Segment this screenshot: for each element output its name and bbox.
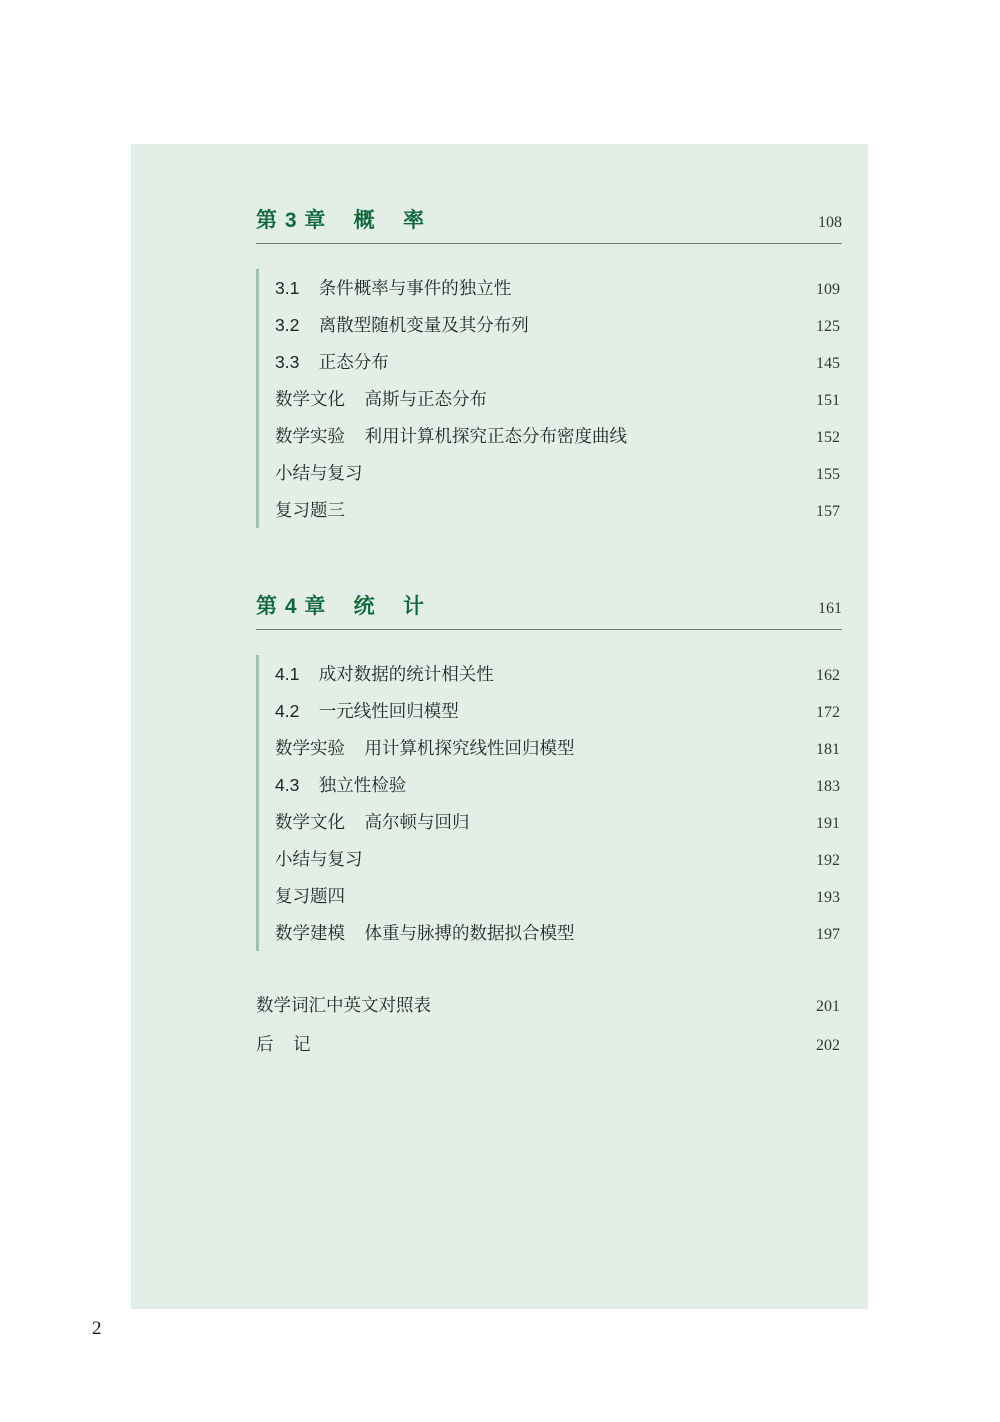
table-of-contents [256, 194, 842, 1063]
list-item[interactable] [275, 877, 842, 914]
entry-label: 4.2 一元线性回归模型 [275, 701, 459, 721]
entry-label: 数学文化 高斯与正态分布 [275, 389, 487, 409]
entry-label: 3.1 条件概率与事件的独立性 [275, 278, 512, 298]
chapter-block [256, 204, 842, 528]
page-folio-number: 2 [92, 1318, 102, 1339]
entry-label: 数学建模 体重与脉搏的数据拟合模型 [275, 923, 575, 943]
entry-label: 复习题三 [275, 500, 345, 520]
entry-page-number: 151 [816, 392, 840, 409]
list-item[interactable] [256, 1024, 842, 1063]
back-matter-list [256, 985, 842, 1063]
entry-page-number: 162 [816, 667, 840, 684]
chapter-heading-row[interactable] [256, 204, 842, 244]
chapter-title: 第 3 章 概 率 [256, 209, 426, 232]
entry-page-number: 157 [816, 503, 840, 520]
chapter-page-number: 161 [818, 600, 842, 617]
entry-page-number: 152 [816, 429, 840, 446]
entry-page-number: 197 [816, 926, 840, 943]
entry-page-number: 125 [816, 318, 840, 335]
list-item[interactable] [275, 803, 842, 840]
entry-label: 数学实验 利用计算机探究正态分布密度曲线 [275, 426, 627, 446]
list-item[interactable] [275, 840, 842, 877]
entry-page-number: 193 [816, 889, 840, 906]
entry-page-number: 181 [816, 741, 840, 758]
list-item[interactable] [275, 491, 842, 528]
entry-page-number: 202 [816, 1037, 840, 1054]
list-item[interactable] [275, 454, 842, 491]
list-item[interactable] [275, 692, 842, 729]
chapter-title: 第 4 章 统 计 [256, 595, 426, 618]
list-item[interactable] [275, 343, 842, 380]
list-item[interactable] [275, 914, 842, 951]
entry-page-number: 172 [816, 704, 840, 721]
entry-label: 4.3 独立性检验 [275, 775, 407, 795]
entry-label: 4.1 成对数据的统计相关性 [275, 664, 494, 684]
entry-label: 小结与复习 [275, 849, 363, 869]
entry-label: 数学词汇中英文对照表 [256, 995, 431, 1015]
list-item[interactable] [275, 729, 842, 766]
chapter-section-list [256, 655, 842, 951]
entry-label: 3.2 离散型随机变量及其分布列 [275, 315, 529, 335]
entry-label: 小结与复习 [275, 463, 363, 483]
list-item[interactable] [275, 655, 842, 692]
page-surface [131, 144, 868, 1309]
list-item[interactable] [275, 269, 842, 306]
list-item[interactable] [275, 417, 842, 454]
entry-label: 数学实验 用计算机探究线性回归模型 [275, 738, 575, 758]
entry-page-number: 109 [816, 281, 840, 298]
section-spacer [256, 528, 842, 580]
entry-page-number: 145 [816, 355, 840, 372]
list-item[interactable] [275, 766, 842, 803]
chapter-block [256, 590, 842, 951]
list-item[interactable] [275, 306, 842, 343]
entry-page-number: 191 [816, 815, 840, 832]
chapter-section-list [256, 269, 842, 528]
entry-page-number: 201 [816, 998, 840, 1015]
entry-label: 复习题四 [275, 886, 345, 906]
chapter-page-number: 108 [818, 214, 842, 231]
chapter-heading-row[interactable] [256, 590, 842, 630]
list-item[interactable] [256, 985, 842, 1024]
entry-page-number: 155 [816, 466, 840, 483]
entry-label: 数学文化 高尔顿与回归 [275, 812, 470, 832]
entry-page-number: 183 [816, 778, 840, 795]
list-item[interactable] [275, 380, 842, 417]
entry-label: 3.3 正态分布 [275, 352, 389, 372]
entry-label: 后 记 [256, 1034, 311, 1054]
entry-page-number: 192 [816, 852, 840, 869]
